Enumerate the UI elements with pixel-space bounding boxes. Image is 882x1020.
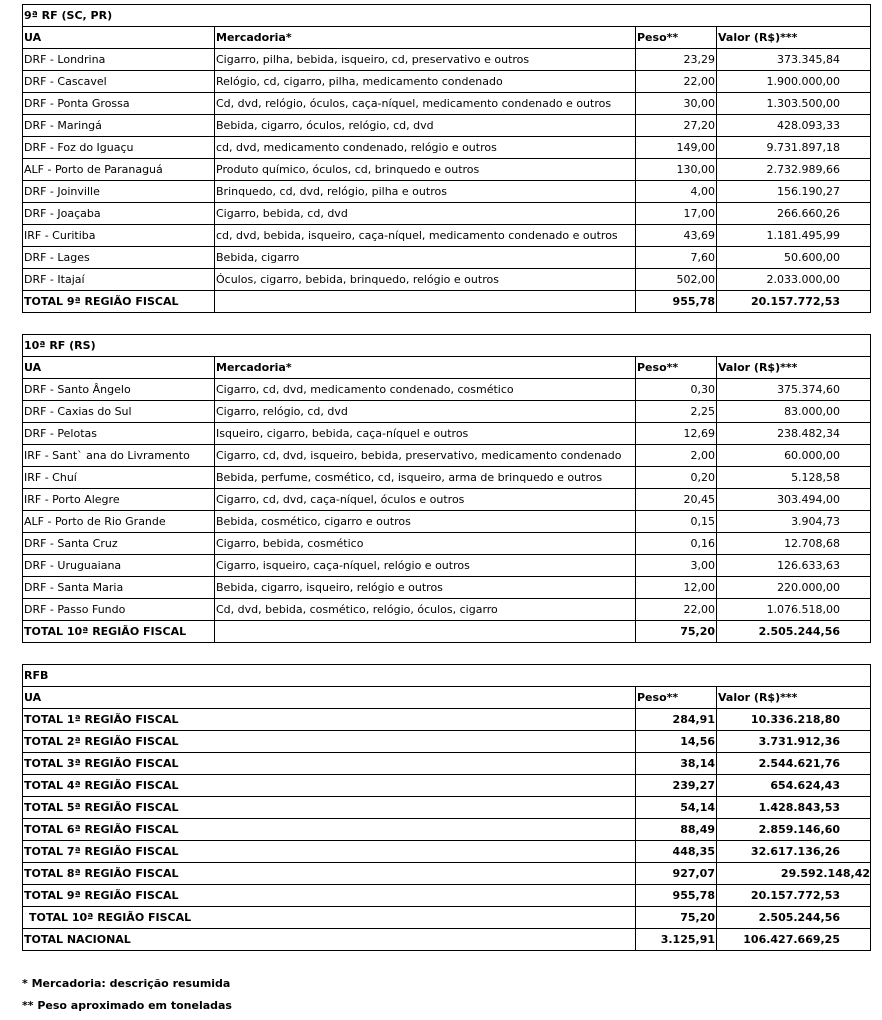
total-mercadoria — [215, 291, 636, 313]
cell-valor: 2.859.146,60 — [717, 819, 871, 841]
cell-peso: 149,00 — [636, 137, 717, 159]
cell-mercadoria: Relógio, cd, cigarro, pilha, medicamento condenado — [215, 71, 636, 93]
table-10rf-title: 10ª RF (RS) — [23, 335, 871, 357]
cell-mercadoria: Isqueiro, cigarro, bebida, caça-níquel e outros — [215, 423, 636, 445]
cell-region: TOTAL 8ª REGIÃO FISCAL — [23, 863, 636, 885]
cell-region: TOTAL 2ª REGIÃO FISCAL — [23, 731, 636, 753]
cell-region: TOTAL 7ª REGIÃO FISCAL — [23, 841, 636, 863]
table-row — [23, 489, 871, 511]
cell-valor: 3.731.912,36 — [717, 731, 871, 753]
cell-ua: DRF - Uruguaiana — [23, 555, 215, 577]
cell-valor: 375.374,60 — [717, 379, 871, 401]
footnotes — [22, 976, 232, 1020]
cell-peso: 502,00 — [636, 269, 717, 291]
table-row — [23, 49, 871, 71]
cell-ua: IRF - Sant` ana do Livramento — [23, 445, 215, 467]
header-mercadoria: Mercadoria* — [215, 27, 636, 49]
cell-valor: 9.731.897,18 — [717, 137, 871, 159]
cell-peso: 12,69 — [636, 423, 717, 445]
cell-ua: IRF - Porto Alegre — [23, 489, 215, 511]
cell-mercadoria: Cigarro, bebida, cd, dvd — [215, 203, 636, 225]
cell-ua: ALF - Porto de Rio Grande — [23, 511, 215, 533]
cell-valor: 126.633,63 — [717, 555, 871, 577]
cell-region: TOTAL 4ª REGIÃO FISCAL — [23, 775, 636, 797]
total-label: TOTAL 9ª REGIÃO FISCAL — [23, 291, 215, 313]
table-row — [23, 841, 871, 863]
table-row — [23, 533, 871, 555]
cell-mercadoria: Brinquedo, cd, dvd, relógio, pilha e outros — [215, 181, 636, 203]
table-row — [23, 269, 871, 291]
cell-valor: 266.660,26 — [717, 203, 871, 225]
table-10rf-block — [22, 334, 870, 643]
cell-mercadoria: Cigarro, cd, dvd, medicamento condenado, cosmético — [215, 379, 636, 401]
total-mercadoria — [215, 621, 636, 643]
cell-ua: DRF - Maringá — [23, 115, 215, 137]
cell-region: TOTAL 10ª REGIÃO FISCAL — [23, 907, 636, 929]
cell-peso: 23,29 — [636, 49, 717, 71]
table-row — [23, 423, 871, 445]
header-row — [23, 357, 871, 379]
table-row — [23, 797, 871, 819]
cell-valor: 29.592.148,42 — [717, 863, 871, 885]
cell-peso: 27,20 — [636, 115, 717, 137]
cell-region: TOTAL 1ª REGIÃO FISCAL — [23, 709, 636, 731]
table-row — [23, 71, 871, 93]
cell-region: TOTAL 6ª REGIÃO FISCAL — [23, 819, 636, 841]
cell-mercadoria: Bebida, perfume, cosmético, cd, isqueiro, arma de brinquedo e outros — [215, 467, 636, 489]
cell-ua: DRF - Ponta Grossa — [23, 93, 215, 115]
cell-region: TOTAL NACIONAL — [23, 929, 636, 951]
cell-mercadoria: Bebida, cigarro — [215, 247, 636, 269]
cell-peso: 2,00 — [636, 445, 717, 467]
cell-peso: 955,78 — [636, 885, 717, 907]
cell-valor: 3.904,73 — [717, 511, 871, 533]
cell-region: TOTAL 9ª REGIÃO FISCAL — [23, 885, 636, 907]
header-ua: UA — [23, 357, 215, 379]
table-10rf — [22, 334, 871, 643]
cell-peso: 12,00 — [636, 577, 717, 599]
cell-ua: IRF - Chuí — [23, 467, 215, 489]
cell-valor: 156.190,27 — [717, 181, 871, 203]
cell-mercadoria: Cigarro, cd, dvd, caça-níquel, óculos e outros — [215, 489, 636, 511]
table-row — [23, 577, 871, 599]
table-row — [23, 247, 871, 269]
table-row — [23, 467, 871, 489]
cell-region: TOTAL 5ª REGIÃO FISCAL — [23, 797, 636, 819]
cell-valor: 106.427.669,25 — [717, 929, 871, 951]
cell-mercadoria: Cd, dvd, bebida, cosmético, relógio, óculos, cigarro — [215, 599, 636, 621]
cell-valor: 303.494,00 — [717, 489, 871, 511]
table-row — [23, 445, 871, 467]
cell-mercadoria: Cd, dvd, relógio, óculos, caça-níquel, medicamento condenado e outros — [215, 93, 636, 115]
cell-peso: 2,25 — [636, 401, 717, 423]
cell-ua: DRF - Pelotas — [23, 423, 215, 445]
cell-mercadoria: Óculos, cigarro, bebida, brinquedo, relógio e outros — [215, 269, 636, 291]
total-peso: 75,20 — [636, 621, 717, 643]
cell-peso: 54,14 — [636, 797, 717, 819]
total-peso: 955,78 — [636, 291, 717, 313]
table-rfb — [22, 664, 871, 951]
cell-valor: 428.093,33 — [717, 115, 871, 137]
cell-mercadoria: Bebida, cigarro, isqueiro, relógio e outros — [215, 577, 636, 599]
cell-valor: 10.336.218,80 — [717, 709, 871, 731]
cell-valor: 2.732.989,66 — [717, 159, 871, 181]
cell-ua: DRF - Cascavel — [23, 71, 215, 93]
cell-mercadoria: cd, dvd, medicamento condenado, relógio e outros — [215, 137, 636, 159]
cell-peso: 3.125,91 — [636, 929, 717, 951]
table-9rf-title: 9ª RF (SC, PR) — [23, 5, 871, 27]
table-9rf-block — [22, 4, 870, 313]
table-row — [23, 885, 871, 907]
cell-valor: 1.181.495,99 — [717, 225, 871, 247]
cell-peso: 448,35 — [636, 841, 717, 863]
cell-peso: 7,60 — [636, 247, 717, 269]
table-row — [23, 907, 871, 929]
cell-peso: 927,07 — [636, 863, 717, 885]
cell-mercadoria: Bebida, cosmético, cigarro e outros — [215, 511, 636, 533]
cell-peso: 38,14 — [636, 753, 717, 775]
table-row — [23, 863, 871, 885]
cell-ua: DRF - Lages — [23, 247, 215, 269]
table-row — [23, 181, 871, 203]
header-valor: Valor (R$)*** — [717, 687, 871, 709]
table-row — [23, 929, 871, 951]
header-peso: Peso** — [636, 357, 717, 379]
header-ua: UA — [23, 687, 636, 709]
cell-valor: 12.708,68 — [717, 533, 871, 555]
total-valor: 20.157.772,53 — [717, 291, 871, 313]
table-rfb-block — [22, 664, 870, 951]
cell-mercadoria: Cigarro, bebida, cosmético — [215, 533, 636, 555]
cell-valor: 654.624,43 — [717, 775, 871, 797]
cell-mercadoria: Cigarro, isqueiro, caça-níquel, relógio e outros — [215, 555, 636, 577]
table-row — [23, 203, 871, 225]
header-valor: Valor (R$)*** — [717, 27, 871, 49]
cell-peso: 239,27 — [636, 775, 717, 797]
cell-valor: 373.345,84 — [717, 49, 871, 71]
cell-valor: 220.000,00 — [717, 577, 871, 599]
cell-peso: 43,69 — [636, 225, 717, 247]
cell-valor: 32.617.136,26 — [717, 841, 871, 863]
cell-ua: DRF - Santa Maria — [23, 577, 215, 599]
header-mercadoria: Mercadoria* — [215, 357, 636, 379]
cell-ua: ALF - Porto de Paranaguá — [23, 159, 215, 181]
cell-region: TOTAL 3ª REGIÃO FISCAL — [23, 753, 636, 775]
cell-peso: 30,00 — [636, 93, 717, 115]
header-peso: Peso** — [636, 27, 717, 49]
table-row — [23, 379, 871, 401]
table-row — [23, 401, 871, 423]
cell-peso: 88,49 — [636, 819, 717, 841]
cell-valor: 238.482,34 — [717, 423, 871, 445]
table-row — [23, 555, 871, 577]
cell-mercadoria: cd, dvd, bebida, isqueiro, caça-níquel, medicamento condenado e outros — [215, 225, 636, 247]
footnote-mercadoria: * Mercadoria: descrição resumida — [22, 977, 231, 990]
header-row — [23, 687, 871, 709]
cell-mercadoria: Cigarro, cd, dvd, isqueiro, bebida, preservativo, medicamento condenado — [215, 445, 636, 467]
cell-peso: 0,16 — [636, 533, 717, 555]
cell-valor: 2.033.000,00 — [717, 269, 871, 291]
table-rfb-title: RFB — [23, 665, 871, 687]
total-valor: 2.505.244,56 — [717, 621, 871, 643]
table-row — [23, 775, 871, 797]
cell-ua: DRF - Joaçaba — [23, 203, 215, 225]
table-row — [23, 753, 871, 775]
table-9rf — [22, 4, 871, 313]
cell-mercadoria: Cigarro, pilha, bebida, isqueiro, cd, preservativo e outros — [215, 49, 636, 71]
header-valor: Valor (R$)*** — [717, 357, 871, 379]
cell-peso: 14,56 — [636, 731, 717, 753]
cell-ua: DRF - Itajaí — [23, 269, 215, 291]
cell-valor: 1.428.843,53 — [717, 797, 871, 819]
cell-peso: 130,00 — [636, 159, 717, 181]
total-label: TOTAL 10ª REGIÃO FISCAL — [23, 621, 215, 643]
cell-mercadoria: Bebida, cigarro, óculos, relógio, cd, dvd — [215, 115, 636, 137]
cell-valor: 1.076.518,00 — [717, 599, 871, 621]
cell-ua: DRF - Joinville — [23, 181, 215, 203]
table-row — [23, 159, 871, 181]
cell-valor: 83.000,00 — [717, 401, 871, 423]
cell-valor: 5.128,58 — [717, 467, 871, 489]
cell-peso: 0,15 — [636, 511, 717, 533]
footnote-peso: ** Peso aproximado em toneladas — [22, 999, 232, 1012]
cell-valor: 50.600,00 — [717, 247, 871, 269]
cell-valor: 1.303.500,00 — [717, 93, 871, 115]
cell-peso: 17,00 — [636, 203, 717, 225]
cell-mercadoria: Produto químico, óculos, cd, brinquedo e outros — [215, 159, 636, 181]
cell-peso: 0,30 — [636, 379, 717, 401]
cell-ua: DRF - Passo Fundo — [23, 599, 215, 621]
header-peso: Peso** — [636, 687, 717, 709]
cell-ua: DRF - Foz do Iguaçu — [23, 137, 215, 159]
cell-ua: IRF - Curitiba — [23, 225, 215, 247]
table-row — [23, 819, 871, 841]
table-row — [23, 137, 871, 159]
cell-valor: 20.157.772,53 — [717, 885, 871, 907]
total-row — [23, 621, 871, 643]
table-row — [23, 93, 871, 115]
cell-ua: DRF - Santa Cruz — [23, 533, 215, 555]
cell-valor: 60.000,00 — [717, 445, 871, 467]
cell-peso: 284,91 — [636, 709, 717, 731]
table-row — [23, 511, 871, 533]
table-row — [23, 599, 871, 621]
cell-peso: 20,45 — [636, 489, 717, 511]
header-row — [23, 27, 871, 49]
total-row — [23, 291, 871, 313]
cell-peso: 3,00 — [636, 555, 717, 577]
cell-ua: DRF - Santo Ângelo — [23, 379, 215, 401]
cell-peso: 0,20 — [636, 467, 717, 489]
cell-peso: 75,20 — [636, 907, 717, 929]
cell-mercadoria: Cigarro, relógio, cd, dvd — [215, 401, 636, 423]
table-row — [23, 709, 871, 731]
cell-ua: DRF - Londrina — [23, 49, 215, 71]
table-row — [23, 225, 871, 247]
table-row — [23, 731, 871, 753]
cell-ua: DRF - Caxias do Sul — [23, 401, 215, 423]
header-ua: UA — [23, 27, 215, 49]
table-row — [23, 115, 871, 137]
cell-peso: 4,00 — [636, 181, 717, 203]
cell-peso: 22,00 — [636, 599, 717, 621]
cell-valor: 2.544.621,76 — [717, 753, 871, 775]
cell-valor: 2.505.244,56 — [717, 907, 871, 929]
cell-peso: 22,00 — [636, 71, 717, 93]
cell-valor: 1.900.000,00 — [717, 71, 871, 93]
